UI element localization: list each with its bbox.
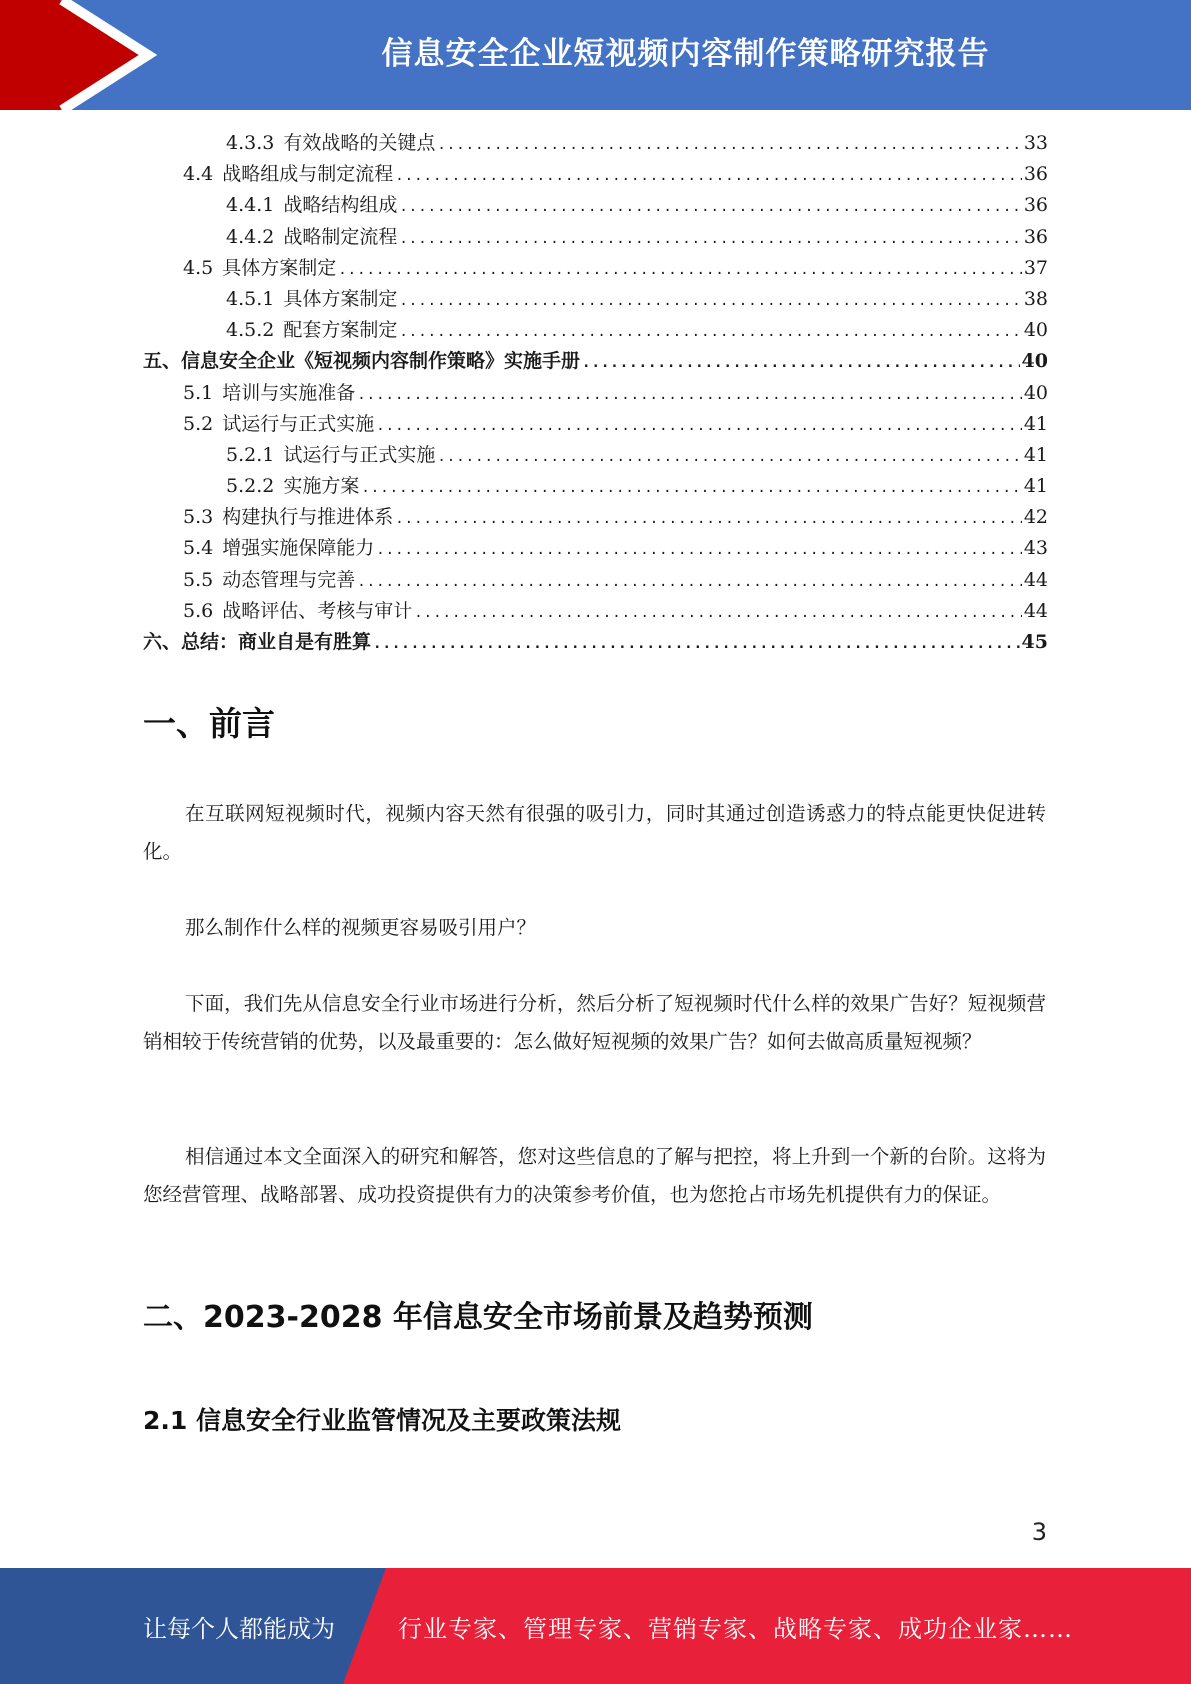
toc-title: 战略评估、考核与审计 [222, 599, 413, 622]
toc-entry[interactable] [143, 190, 1048, 221]
toc-number: 5.6 [183, 599, 214, 622]
toc-page-number: 38 [1023, 287, 1048, 310]
toc-title: 实施方案 [283, 475, 360, 498]
toc-entry[interactable] [143, 627, 1048, 658]
toc-title: 增强实施保障能力 [222, 537, 375, 560]
toc-title: 试运行与正式实施 [283, 443, 436, 466]
toc-page-number: 40 [1023, 381, 1048, 404]
toc-leader-dots [395, 161, 1022, 192]
document-title: 信息安全企业短视频内容制作策略研究报告 [381, 35, 990, 72]
toc-page-number: 41 [1023, 412, 1048, 435]
toc-leader-dots [376, 535, 1022, 566]
toc-leader-dots [399, 192, 1021, 223]
toc-number: 5.2.1 [226, 443, 275, 466]
toc-entry[interactable] [143, 346, 1048, 377]
toc-title: 战略制定流程 [283, 225, 398, 248]
toc-title: 培训与实施准备 [222, 381, 356, 404]
toc-number: 5.2 [183, 412, 214, 435]
body-paragraph: 那么制作什么样的视频更容易吸引用户？ [185, 916, 537, 939]
toc-page-number: 40 [1023, 319, 1048, 342]
toc-page-number: 44 [1023, 599, 1048, 622]
red-arrow-icon [0, 0, 160, 110]
toc-leader-dots [437, 130, 1021, 161]
toc-number: 4.4.2 [226, 225, 275, 248]
toc-entry[interactable] [143, 284, 1048, 315]
toc-title: 战略结构组成 [283, 194, 398, 217]
toc-page-number: 41 [1023, 443, 1048, 466]
body-paragraph: 下面，我们先从信息安全行业市场进行分析，然后分析了短视频时代什么样的效果广告好？短视频营销相较于传统营销的优势，以及最重要的：怎么做好短视频的效果广告？如何去做高质量短视频？ [143, 992, 1046, 1053]
toc-entry[interactable] [143, 502, 1048, 533]
toc-leader-dots [338, 255, 1022, 286]
body-paragraph: 相信通过本文全面深入的研究和解答，您对这些信息的了解与把控，将上升到一个新的台阶。这将为您经营管理、战略部署、成功投资提供有力的决策参考价值，也为您抢占市场先机提供有力的保证。 [143, 1145, 1046, 1206]
toc-page-number: 44 [1023, 568, 1048, 591]
toc-entry[interactable] [143, 128, 1048, 159]
toc-number: 5.5 [183, 568, 214, 591]
section-heading-preface: 一、前言 [143, 704, 275, 743]
section-heading-market-outlook: 二、2023-2028 年信息安全市场前景及趋势预测 [143, 1300, 813, 1335]
toc-leader-dots [361, 473, 1021, 504]
toc-leader-dots [582, 348, 1020, 379]
toc-entry[interactable] [143, 471, 1048, 502]
toc-entry[interactable] [143, 533, 1048, 564]
toc-number: 4.5.2 [226, 319, 275, 342]
toc-leader-dots [357, 380, 1022, 411]
toc-title: 六、总结：商业自是有胜算 [143, 631, 372, 653]
toc-entry[interactable] [143, 409, 1048, 440]
toc-page-number: 40 [1021, 350, 1048, 373]
toc-entry[interactable] [143, 159, 1048, 190]
toc-entry[interactable] [143, 253, 1048, 284]
toc-leader-dots [437, 442, 1021, 473]
toc-title: 动态管理与完善 [222, 568, 356, 591]
toc-leader-dots [376, 411, 1022, 442]
toc-number: 5.3 [183, 506, 214, 529]
page-footer [0, 1568, 1191, 1684]
toc-title: 战略组成与制定流程 [222, 163, 394, 186]
toc-title: 具体方案制定 [283, 287, 398, 310]
toc-page-number: 42 [1023, 506, 1048, 529]
toc-entry[interactable] [143, 378, 1048, 409]
toc-page-number: 37 [1023, 256, 1048, 279]
toc-page-number: 36 [1023, 225, 1048, 248]
toc-title: 试运行与正式实施 [222, 412, 375, 435]
toc-number: 4.3.3 [226, 132, 275, 154]
toc-number: 5.1 [183, 381, 214, 404]
toc-title: 有效战略的关键点 [283, 132, 436, 154]
subsection-heading: 2.1 信息安全行业监管情况及主要政策法规 [143, 1406, 621, 1435]
toc-leader-dots [395, 504, 1022, 535]
table-of-contents [143, 128, 1048, 658]
toc-leader-dots [357, 567, 1022, 598]
footer-slogan-right: 行业专家、管理专家、营销专家、战略专家、成功企业家…… [398, 1614, 1073, 1643]
toc-number: 4.4 [183, 163, 214, 186]
toc-leader-dots [399, 286, 1021, 317]
toc-number: 4.5 [183, 256, 214, 279]
toc-page-number: 36 [1023, 194, 1048, 217]
toc-entry[interactable] [143, 565, 1048, 596]
toc-entry[interactable] [143, 222, 1048, 253]
toc-title: 五、信息安全企业《短视频内容制作策略》实施手册 [143, 350, 581, 373]
toc-leader-dots [399, 317, 1021, 348]
toc-page-number: 36 [1023, 163, 1048, 186]
body-paragraph: 在互联网短视频时代，视频内容天然有很强的吸引力，同时其通过创造诱惑力的特点能更快促进转化。 [143, 802, 1046, 863]
page-header [0, 0, 1191, 110]
toc-title: 配套方案制定 [283, 319, 398, 342]
toc-title: 构建执行与推进体系 [222, 506, 394, 529]
page-number: 3 [1031, 1518, 1047, 1546]
toc-leader-dots [373, 629, 1020, 660]
toc-page-number: 33 [1023, 132, 1048, 154]
toc-number: 4.4.1 [226, 194, 275, 217]
footer-slogan-left: 让每个人都能成为 [143, 1614, 335, 1643]
toc-leader-dots [399, 224, 1021, 255]
toc-number: 5.2.2 [226, 475, 275, 498]
toc-leader-dots [414, 598, 1022, 629]
toc-entry[interactable] [143, 596, 1048, 627]
toc-page-number: 41 [1023, 475, 1048, 498]
toc-entry[interactable] [143, 315, 1048, 346]
toc-number: 5.4 [183, 537, 214, 560]
toc-entry[interactable] [143, 440, 1048, 471]
toc-page-number: 45 [1021, 631, 1048, 653]
toc-number: 4.5.1 [226, 287, 275, 310]
toc-page-number: 43 [1023, 537, 1048, 560]
toc-title: 具体方案制定 [222, 256, 337, 279]
